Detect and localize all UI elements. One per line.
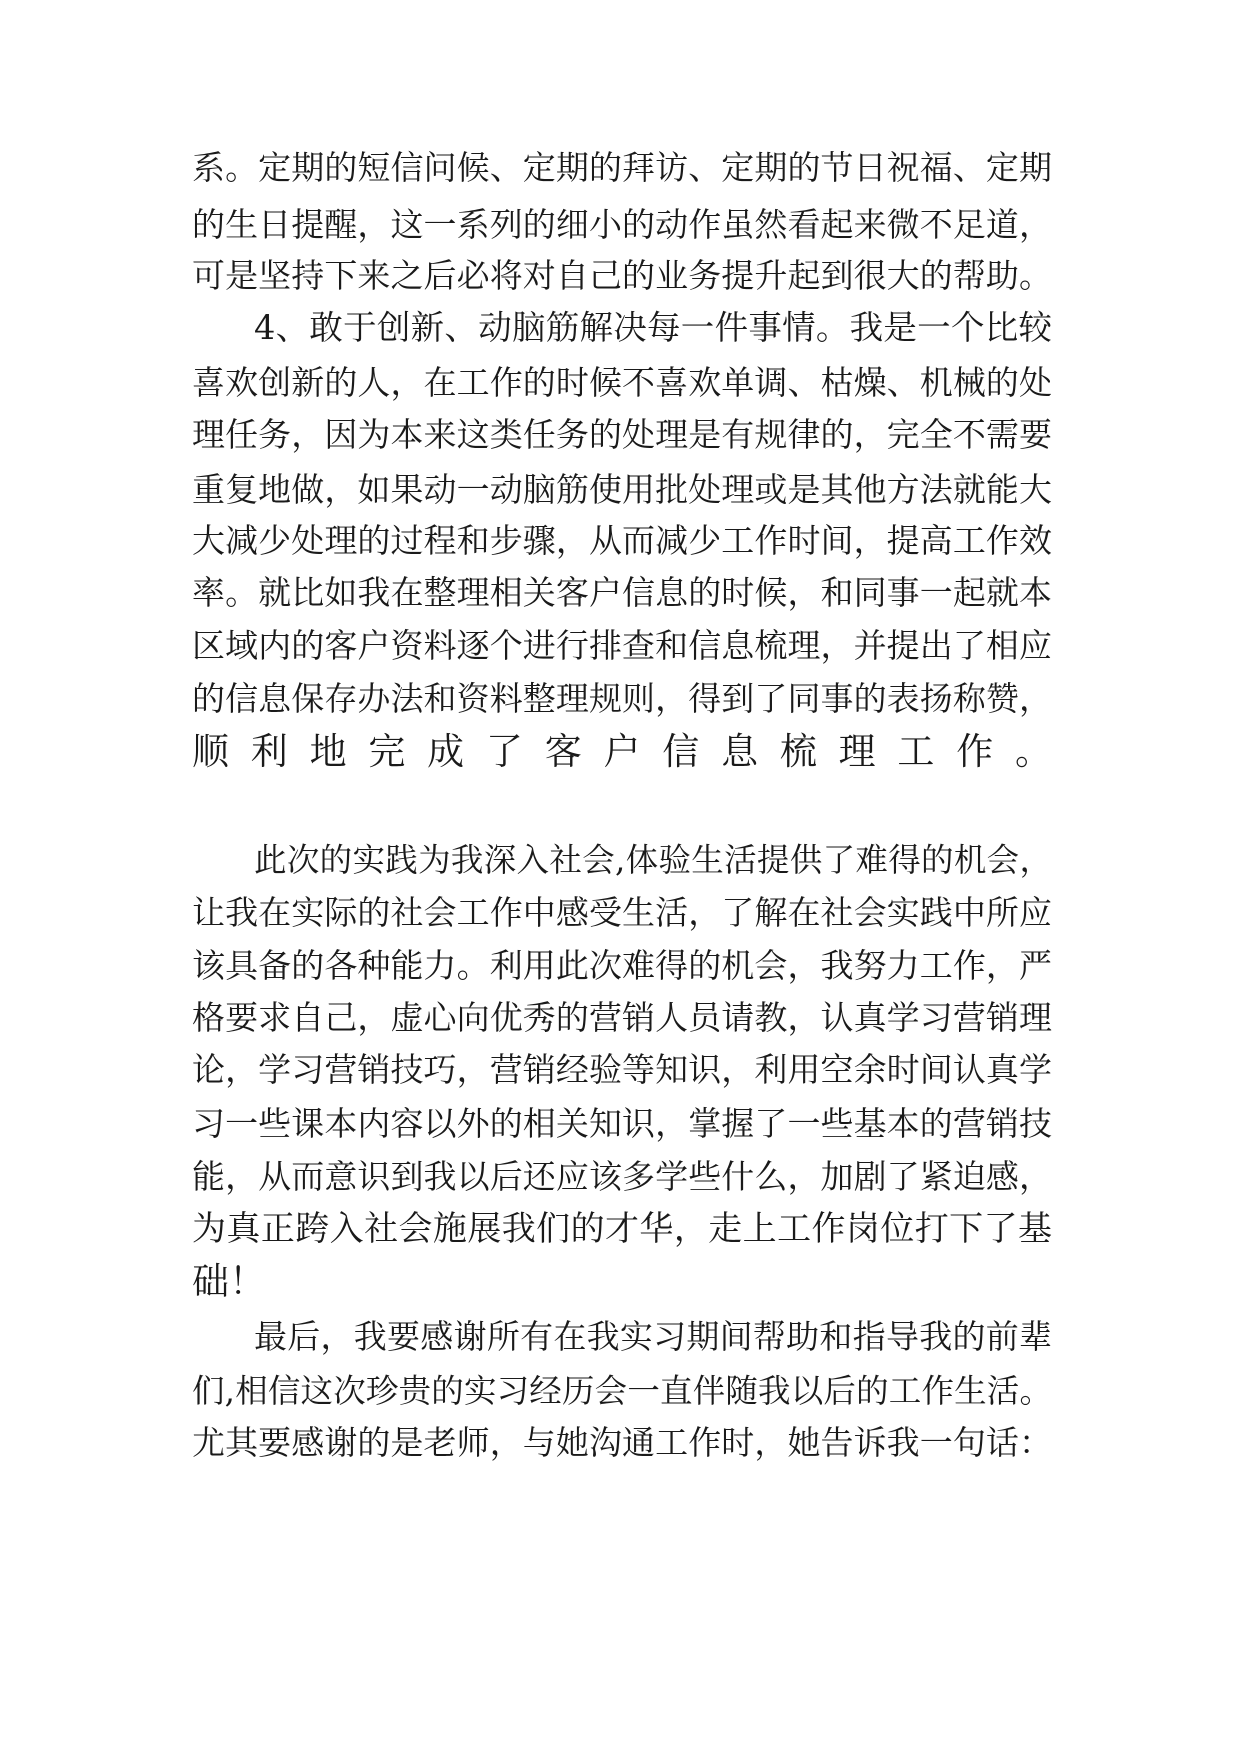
text-line: 大减少处理的过程和步骤，从而减少工作时间，提高工作效 — [192, 521, 1052, 560]
text-line: 重复地做，如果动一动脑筋使用批处理或是其他方法就能大 — [192, 470, 1052, 509]
text-line: 的信息保存办法和资料整理规则，得到了同事的表扬称赞， — [192, 679, 1052, 718]
paragraph-first-line: 最后，我要感谢所有在我实习期间帮助和指导我的前辈 — [254, 1317, 1052, 1356]
text-line: 区域内的客户资料逐个进行排查和信息梳理，并提出了相应 — [192, 626, 1052, 665]
paragraph-first-line: 4、敢于创新、动脑筋解决每一件事情。我是一个比较 — [254, 308, 1052, 347]
text-line: 可是坚持下来之后必将对自己的业务提升起到很大的帮助。 — [192, 256, 1052, 295]
paragraph-first-line: 此次的实践为我深入社会,体验生活提供了难得的机会， — [254, 841, 1052, 879]
text-line: 系。定期的短信问候、定期的拜访、定期的节日祝福、定期 — [192, 148, 1052, 187]
text-line: 论，学习营销技巧，营销经验等知识，利用空余时间认真学 — [192, 1050, 1052, 1089]
text-line: 为真正跨入社会施展我们的才华，走上工作岗位打下了基 — [192, 1209, 1052, 1249]
text-line: 习一些课本内容以外的相关知识，掌握了一些基本的营销技 — [192, 1104, 1052, 1143]
text-line: 该具备的各种能力。利用此次难得的机会，我努力工作，严 — [192, 946, 1052, 985]
text-line: 喜欢创新的人，在工作的时候不喜欢单调、枯燥、机械的处 — [192, 363, 1052, 402]
text-line: 们,相信这次珍贵的实习经历会一直伴随我以后的工作生活。 — [192, 1372, 1052, 1410]
text-line: 尤其要感谢的是老师，与她沟通工作时，她告诉我一句话： — [192, 1423, 1052, 1462]
text-line: 的生日提醒，这一系列的细小的动作虽然看起来微不足道， — [192, 205, 1052, 244]
text-line — [192, 772, 1052, 836]
text-line: 顺利地完成了客户信息梳理工作。 — [192, 730, 1052, 773]
text-line: 格要求自己，虚心向优秀的营销人员请教，认真学习营销理 — [192, 998, 1052, 1037]
text-line: 础！ — [192, 1260, 266, 1303]
text-line: 能，从而意识到我以后还应该多学些什么，加剧了紧迫感， — [192, 1157, 1052, 1196]
text-line: 率。就比如我在整理相关客户信息的时候，和同事一起就本 — [192, 573, 1052, 612]
text-line: 理任务，因为本来这类任务的处理是有规律的，完全不需要 — [192, 415, 1052, 454]
text-line: 让我在实际的社会工作中感受生活，了解在社会实践中所应 — [192, 893, 1052, 932]
